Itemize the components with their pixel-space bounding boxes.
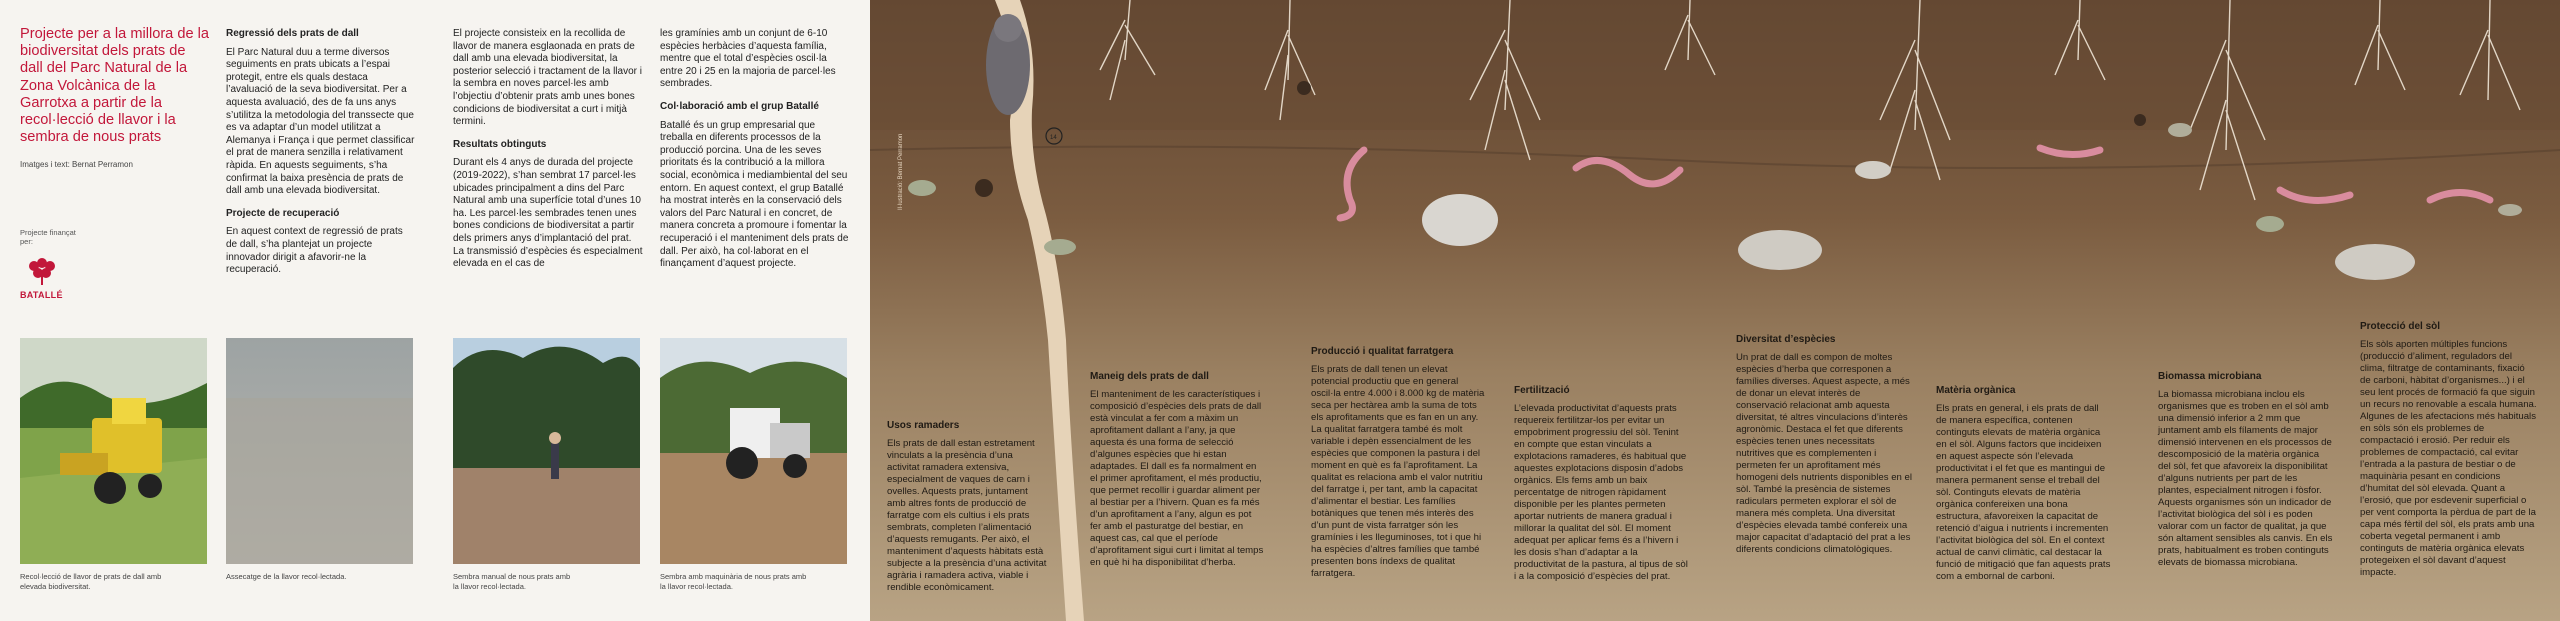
paragraph-diversitat: Un prat de dall es compon de moltes espècies d’herba que corresponen a famílies diverses. Aquest aspecte, a més de donar un elevat interès de conservació relacionat amb aquesta diversitat, té altres vinculacions d’interès agronòmic. Destaca el fet que diferents espècies tenen unes necessitats nutritives que es complementen i permeten fer un aprofitament més homogeni dels nutrients disponibles en el sòl. També la presència de sistemes radiculars permeten explorar el sòl de manera més completa. Una diversitat d’espècies elevada també confereix una major capacitat d’adaptació del prat a les diferents condicions climatològiques. xyxy=(1736,352,1912,555)
paragraph-fertilitzacio: L’elevada productivitat d’aquests prats requereix fertilitzar-los per evitar un empobriment progressiu del sòl. Tenint en compte que estan vinculats a explotacions ramaderes, és habitual que aquestes explotacions disposin d’adobs orgànics. Els fems amb un baix percentatge de nitrogen ràpidament disponible per les plantes permeten aportar nutrients de manera gradual i millorar la qualitat del sòl. El moment adequat per aplicar fems és a l’hivern i les dosis s’han d’adaptar a la productivitat de la pastura, al tipus de sòl i a la composició d’espècies del prat. xyxy=(1514,403,1688,582)
section-materia xyxy=(1936,385,2111,583)
page-title: Projecte per a la millora de la biodiversitat dels prats de dall del Parc Natural de la Zona Volcànica de la Garrotxa a partir de la recol·lecció de llavor i la sembra de nous prats xyxy=(20,26,209,146)
heading-resultats: Resultats obtinguts xyxy=(453,138,547,150)
photo-seed-harvest xyxy=(20,338,207,564)
heading-produccio: Producció i qualitat farratgera xyxy=(1311,346,1454,357)
heading-diversitat: Diversitat d’espècies xyxy=(1736,334,1836,345)
caption-manual-sowing: Sembra manual de nous prats amb la llavor recol·lectada. xyxy=(453,572,571,591)
paragraph-graminies: les gramínies amb un conjunt de 6-10 espècies herbàcies d’aquesta família, mentre que el total d’espècies oscil·la entre 20 i 25 en la majoria de parcel·les sembrades. xyxy=(660,28,836,90)
soil-illustration-panel xyxy=(870,0,2560,621)
paragraph-materia: Els prats en general, i els prats de dall de manera específica, contenen continguts elevats de matèria orgànica en el sòl. Alguns factors que incideixen en aquest aspecte són l’elevada productivitat i el fet que es mantingui de manera permanent sense el treball del sòl. Continguts elevats de matèria orgànica confereixen una bona estructura, afavoreixen la capacitat de retenció d’aigua i nutrients i incrementen l’activitat biològica del sòl. En el context actual de canvi climàtic, cal destacar la funció de mitigació que fan aquests prats com a embornal de carboni. xyxy=(1936,403,2111,582)
paragraph-biomassa: La biomassa microbiana inclou els organismes que es troben en el sòl amb una dimensió inferior a 2 mm que juntament amb els fílaments de major dimensió intervenen en els processos de descomposició de la matèria orgànica del sòl, fet que afavoreix la disponibilitat d’alguns nutrients per part de les plantes, especialment nitrogen i fòsfor. Aquests organismes són un indicador de l’activitat biològica del sòl i es poden valorar com un factor de qualitat, ja que són altament sensibles als canvis. En els prats, habitualment es troben continguts elevats de biomassa microbiana. xyxy=(2158,389,2333,568)
heading-col-laboracio: Col·laboració amb el grup Batallé xyxy=(660,100,819,112)
heading-proteccio: Protecció del sòl xyxy=(2360,321,2441,332)
paragraph-resultats: Durant els 4 anys de durada del projecte (2019-2022), s’han sembrat 17 parcel·les ubicades principalment a dins del Parc Natural amb una superfície total d’unes 10 ha. Les parcel·les sembrades tenen unes bones condicions de biodiversitat a partir dels primers anys d’implantació del prat. La transmissió d’espècies és especialment elevada en el cas de xyxy=(453,157,643,270)
paragraph-maneig: El manteniment de les característiques i composició d’espècies dels prats de dall està vinculat a fer com a màxim un aprofitament dallant a l’any, ja que aquesta és una forma de selecció d’algunes espècies que hi estan adaptades. El dall es fa normalment en el primer aprofitament, el més productiu, que permet recollir i guardar aliment per al bestiar per a l’hivern. Quan es fa més d’un aprofitament a l’any, algun es pot fer amb el pasturatge del bestiar, en aquest cas, cal que el període d’aprofitament sigui curt i limitat al temps en què hi ha disponibilitat d’herba. xyxy=(1090,389,1264,568)
heading-maneig: Maneig dels prats de dall xyxy=(1090,371,1209,382)
heading-projecte: Projecte de recuperació xyxy=(226,207,340,219)
paragraph-usos-ramaders: Els prats de dall estan estretament vinculats a la presència d’una activitat ramadera extensiva, especialment de vaques de carn i ovelles. Aquests prats, juntament amb altres fonts de producció de farratge com els cultius i els prats sembrats, completen l’alimentació d’aquests remugants. Per això, el manteniment d’aquests hàbitats està subjecte a la presència d’una activitat agrària i ramadera activa, viable i rendible econòmicament. xyxy=(887,438,1047,593)
column-2 xyxy=(453,28,643,281)
paragraph-projecte-consisteix: El projecte consisteix en la recollida de llavor de manera esglaonada en prats de dall amb una elevada biodiversitat, la posterior selecció i tractament de la llavor i la sembra en noves parcel·les amb l’objectiu d’obtenir prats amb unes bones condicions de biodiversitat a curt i mitjà termini. xyxy=(453,28,642,128)
heading-biomassa: Biomassa microbiana xyxy=(2158,371,2262,382)
section-fertilitzacio xyxy=(1514,385,1689,583)
section-diversitat xyxy=(1736,334,1914,556)
column-1 xyxy=(226,28,416,287)
paragraph-proteccio: Els sòls aporten múltiples funcions (producció d’aliment, reguladors del clima, filtratge de contaminants, fixació de carboni, hàbitat d’organismes...) i el seu lent procés de formació fa que siguin un recurs no renovable a escala humana. Algunes de les afectacions més habituals en sòls són els problemes de compactació i erosió. Per reduir els problemes de compactació, cal evitar l’entrada a la pastura de bestiar o de maquinària pesant en condicions d’humitat del sòl elevada. Quant a l’erosió, que por esdevenir superficial o per vent comporta la pèrdua de part de la capa més fèrtil del sòl, els prats amb una coberta vegetal permanent i amb continguts de matèria orgànica elevats protegeixen el sòl davant d’aquest impacte. xyxy=(2360,339,2537,578)
section-proteccio xyxy=(2360,321,2538,579)
sponsor-name: BATALLÉ xyxy=(20,290,63,300)
photo-manual-sowing xyxy=(453,338,640,564)
illustration-vertical-credit: Il·lustració: Bernat Perramon xyxy=(898,133,904,210)
section-usos-ramaders xyxy=(887,420,1047,594)
batalle-logo-icon xyxy=(20,257,64,287)
column-3 xyxy=(660,28,850,281)
paragraph-projecte: En aquest context de regressió de prats de dall, s’ha plantejat un projecte innovador dirigit a afavorir-ne la recuperació. xyxy=(226,226,403,276)
sponsor-label: Projecte finançat per: xyxy=(20,228,76,246)
left-panel xyxy=(0,0,870,621)
caption-seed-harvest: Recol·lecció de llavor de prats de dall amb elevada biodiversitat. xyxy=(20,572,162,591)
caption-seed-drying: Assecatge de la llavor recol·lectada. xyxy=(226,572,347,581)
heading-fertilitzacio: Fertilització xyxy=(1514,385,1570,396)
paragraph-regressio: El Parc Natural duu a terme diversos seguiments en prats ubicats a l’espai protegit, entre els quals destaca l’avaluació de la seva biodiversitat. Per a aquesta avaluació, des de fa uns anys s’utilitza la metodologia del transsecte que es va adaptar d’un model utilitzat a Alemanya i França i que permet classificar el prat de manera senzilla i relativament ràpida. En aquests seguiments, s’ha confirmat la baixa presència de prats de dall amb una elevada biodiversitat. xyxy=(226,46,415,197)
caption-machine-sowing: Sembra amb maquinària de nous prats amb la llavor recol·lectada. xyxy=(660,572,807,591)
mole-marker-number: 14 xyxy=(1050,135,1057,141)
heading-materia: Matèria orgànica xyxy=(1936,385,2016,396)
paragraph-produccio: Els prats de dall tenen un elevat potencial productiu que en general oscil·la entre 4.000 i 8.000 kg de matèria seca per hectàrea amb la suma de tots els aprofitaments que es fan en un any. La qualitat farratgera també és molt variable i depèn essencialment de les espècies que componen la pastura i del moment en què es fa l’aprofitament. La qualitat es relaciona amb el valor nutritiu del farratge i, per tant, amb la capacitat d’alimentar el bestiar. Les famílies botàniques que tenen més interès des d’un punt de vista farratger són les gramínies i les lleguminoses, tot i que hi ha espècies d’altres famílies que també presenten bons índexs de qualitat farratgera. xyxy=(1311,364,1485,579)
section-produccio xyxy=(1311,346,1486,580)
photo-machine-sowing xyxy=(660,338,847,564)
image-text-credit: Imatges i text: Bernat Perramon xyxy=(20,160,133,169)
paragraph-col-laboracio: Batallé és un grup empresarial que treballa en diferents processos de la producció porcina. Una de les seves prioritats és la contribució a la millora social, econòmica i mediambiental del seu entorn. En aquest context, el grup Batallé ha mostrat interès en la conservació dels valors del Parc Natural i en concret, de manera concreta a promoure i fomentar la recuperació i el manteniment dels prats de dall. Per això, ha col·laborat en el finançament d’aquest projecte. xyxy=(660,119,849,270)
heading-regressio: Regressió dels prats de dall xyxy=(226,28,359,39)
section-maneig xyxy=(1090,371,1265,569)
section-biomassa xyxy=(2158,371,2333,569)
heading-usos-ramaders: Usos ramaders xyxy=(887,420,960,431)
photo-seed-drying xyxy=(226,338,413,564)
